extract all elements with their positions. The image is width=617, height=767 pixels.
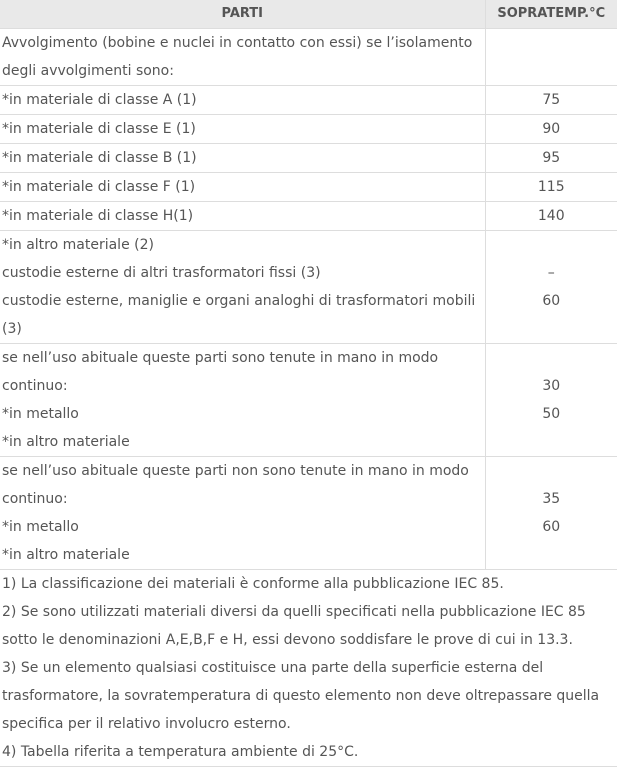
value-text: –	[486, 259, 617, 287]
parts-cell	[0, 86, 485, 115]
table-row	[0, 173, 617, 202]
value-text: 60	[486, 287, 617, 315]
table-row	[0, 344, 617, 457]
table-row	[0, 29, 617, 86]
table-row	[0, 457, 617, 570]
parts-text: *in materiale di classe B (1)	[2, 144, 485, 172]
parts-cell	[0, 202, 485, 231]
value-text: 90	[542, 121, 560, 137]
table-row	[0, 144, 617, 173]
notes-row	[0, 570, 617, 767]
table-header-row	[0, 0, 617, 29]
value-cell	[485, 29, 617, 86]
value-text: 50	[486, 400, 617, 428]
value-text: 140	[538, 208, 565, 224]
notes-cell	[0, 570, 617, 767]
parts-text: Avvolgimento (bobine e nuclei in contatto con essi) se l’isolamento degli avvolgimenti sono:	[2, 29, 485, 85]
parts-cell	[0, 29, 485, 86]
header-temperature: SOPRATEMP.°C	[485, 0, 617, 29]
value-cell	[485, 231, 617, 344]
parts-cell	[0, 457, 485, 570]
parts-text: *in materiale di classe A (1)	[2, 86, 485, 114]
parts-text: *in metallo	[2, 513, 485, 541]
parts-text: *in altro materiale (2)	[2, 231, 485, 259]
parts-text: se nell’uso abituale queste parti non sono tenute in mano in modo continuo:	[2, 457, 485, 513]
parts-cell	[0, 173, 485, 202]
parts-text: *in altro materiale	[2, 428, 485, 456]
parts-text: custodie esterne, maniglie e organi analoghi di trasformatori mobili (3)	[2, 287, 485, 343]
parts-text: se nell’uso abituale queste parti sono tenute in mano in modo continuo:	[2, 344, 485, 400]
parts-cell	[0, 344, 485, 457]
parts-cell	[0, 231, 485, 344]
value-cell	[485, 173, 617, 202]
value-cell	[485, 457, 617, 570]
note-text: 3) Se un elemento qualsiasi costituisce una parte della superficie esterna del trasformatore, la sovratemperatura di questo elemento non deve oltrepassare quella specifica per il relativo involucro esterno.	[2, 654, 617, 738]
note-text: 2) Se sono utilizzati materiali diversi da quelli specificati nella pubblicazione IEC 85 sotto le denominazioni A,E,B,F e H, essi devono soddisfare le prove di cui in 13.3.	[2, 598, 617, 654]
parts-text: *in materiale di classe H(1)	[2, 202, 485, 230]
parts-text: *in materiale di classe E (1)	[2, 115, 485, 143]
parts-cell	[0, 144, 485, 173]
value-text: 75	[542, 92, 560, 108]
parts-text: *in metallo	[2, 400, 485, 428]
value-text: 115	[538, 179, 565, 195]
header-parts: PARTI	[0, 0, 485, 29]
table-row	[0, 202, 617, 231]
value-text: 95	[542, 150, 560, 166]
value-cell	[485, 144, 617, 173]
note-text: 4) Tabella riferita a temperatura ambiente di 25°C.	[2, 738, 617, 766]
table-row	[0, 86, 617, 115]
value-text: 60	[486, 513, 617, 541]
note-text: 1) La classificazione dei materiali è conforme alla pubblicazione IEC 85.	[2, 570, 617, 598]
value-cell	[485, 344, 617, 457]
parts-text: custodie esterne di altri trasformatori fissi (3)	[2, 259, 485, 287]
value-cell	[485, 86, 617, 115]
parts-text: *in materiale di classe F (1)	[2, 173, 485, 201]
value-cell	[485, 202, 617, 231]
parts-cell	[0, 115, 485, 144]
value-text: 35	[486, 485, 617, 513]
table-row	[0, 115, 617, 144]
parts-text: *in altro materiale	[2, 541, 485, 569]
value-cell	[485, 115, 617, 144]
value-text: 30	[486, 372, 617, 400]
table-row	[0, 231, 617, 344]
